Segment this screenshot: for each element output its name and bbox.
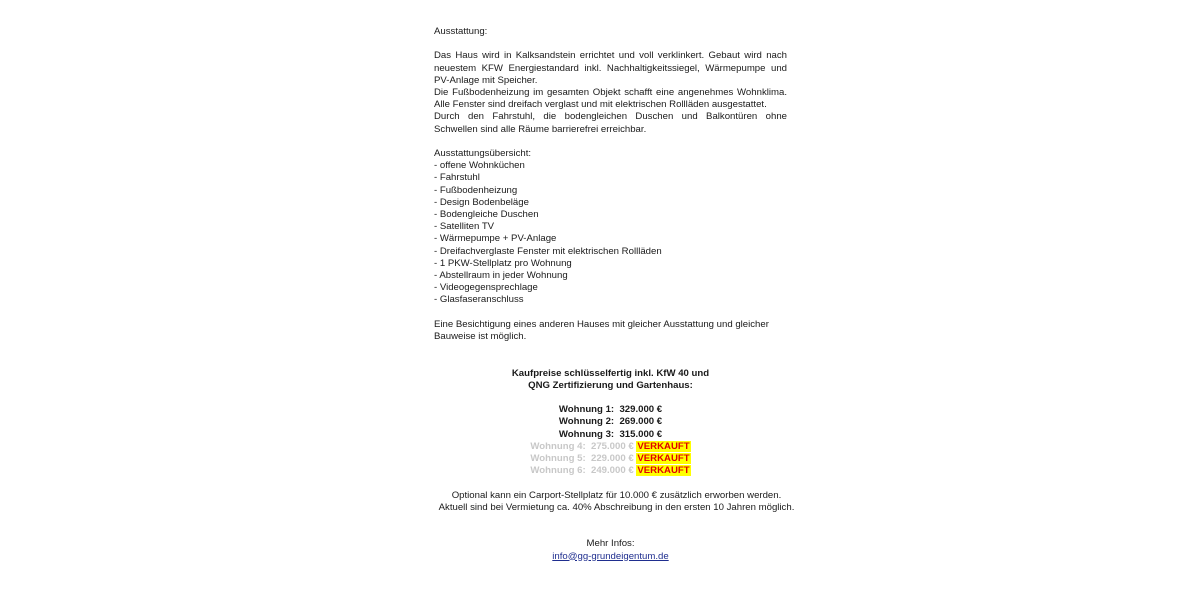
list-item: - Wärmepumpe + PV-Anlage [434, 233, 557, 245]
list-item: - Videogegensprechlage [434, 282, 538, 294]
unit-label: Wohnung 6: [530, 465, 586, 477]
unit-price: 249.000 € [591, 465, 634, 477]
price-row [434, 429, 787, 441]
list-item: - Fußbodenheizung [434, 184, 518, 196]
unit-label: Wohnung 2: [558, 416, 615, 428]
unit-price: 275.000 € [591, 440, 634, 452]
viewing-note: Eine Besichtigung eines anderen Hauses mit gleicher Ausstattung und gleicher Bauweise ist möglich. [434, 318, 769, 343]
price-list [434, 404, 787, 477]
features-heading: Ausstattung: [434, 26, 488, 37]
features-list [434, 160, 787, 306]
list-item: - Dreifachverglaste Fenster mit elektrischen Rollläden [434, 245, 662, 257]
list-item: - Abstellraum in jeder Wohnung [434, 270, 568, 282]
unit-label: Wohnung 1: [558, 404, 615, 416]
unit-label: Wohnung 3: [558, 428, 615, 440]
price-row-sold [434, 441, 787, 453]
price-row [434, 404, 787, 416]
depreciation-note: Aktuell sind bei Vermietung ca. 40% Abschreibung in den ersten 10 Jahren möglich. [438, 501, 795, 513]
list-item: - Glasfaseranschluss [434, 294, 524, 306]
list-item: - 1 PKW-Stellplatz pro Wohnung [434, 257, 572, 269]
unit-price: 315.000 € [619, 428, 663, 440]
unit-price: 229.000 € [591, 453, 634, 465]
unit-price: 329.000 € [619, 404, 663, 416]
list-item: - Fahrstuhl [434, 172, 480, 184]
description-paragraph-1: Das Haus wird in Kalksandstein errichtet und voll verklinkert. Gebaut wird nach neuestem KFW Energiestandard inkl. Nachhaltigkeitssiegel, Wärmepumpe und PV-Anlage mit Speicher. [434, 50, 787, 86]
listing-document [434, 26, 795, 563]
list-item: - Bodengleiche Duschen [434, 209, 539, 221]
price-row-sold [434, 465, 787, 477]
prices-title-line-1: Kaufpreise schlüsselfertig inkl. KfW 40 und [511, 367, 710, 379]
overview-title: Ausstattungsübersicht: [434, 148, 532, 159]
unit-label: Wohnung 4: [530, 440, 586, 452]
list-item: - offene Wohnküchen [434, 160, 525, 172]
sold-badge: VERKAUFT [637, 453, 690, 465]
prices-title-line-2: QNG Zertifizierung und Gartenhaus: [528, 379, 693, 391]
price-row-sold [434, 453, 787, 465]
description-paragraph-3: Durch den Fahrstuhl, die bodengleichen Duschen und Balkontüren ohne Schwellen sind alle Räume barrierefrei erreichbar. [434, 111, 787, 135]
unit-price: 269.000 € [619, 416, 663, 428]
sold-badge: VERKAUFT [637, 440, 690, 452]
description-paragraph-2: Die Fußbodenheizung im gesamten Objekt schafft eine angenehmes Wohnklima. Alle Fenster sind dreifach verglast und mit elektrischen Rollläden ausgestattet. [434, 87, 787, 111]
price-row [434, 416, 787, 428]
more-info-label: Mehr Infos: [586, 538, 635, 550]
list-item: - Design Bodenbeläge [434, 196, 529, 208]
unit-label: Wohnung 5: [530, 453, 586, 465]
sold-badge: VERKAUFT [637, 465, 690, 477]
carport-note: Optional kann ein Carport-Stellplatz für 10.000 € zusätzlich erworben werden. [451, 489, 782, 501]
email-link[interactable]: info@gg-grundeigentum.de [552, 550, 669, 562]
list-item: - Satelliten TV [434, 221, 495, 233]
